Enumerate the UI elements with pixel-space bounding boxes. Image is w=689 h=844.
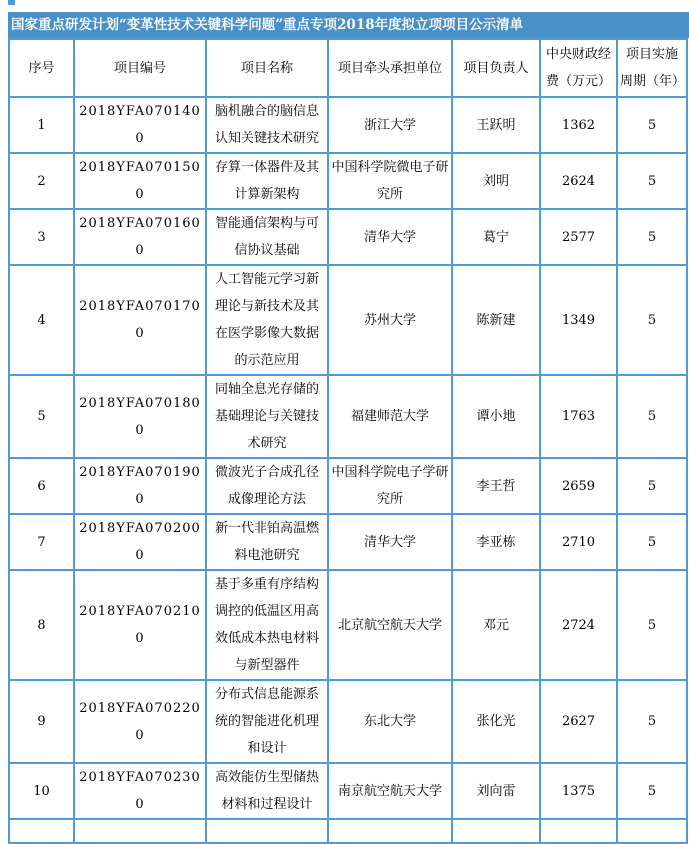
cell-central-funding: 1763	[540, 375, 617, 458]
partial-table-row	[9, 819, 687, 843]
cell-central-funding: 2624	[540, 153, 617, 209]
table-body	[9, 97, 687, 843]
cell-project-name: 微波光子合成孔径成像理论方法	[206, 458, 328, 514]
cell-lead-organization: 中国科学院微电子研究所	[328, 153, 452, 209]
table-row	[9, 265, 687, 375]
table-row	[9, 375, 687, 458]
cell-project-leader: 王跃明	[452, 97, 540, 153]
cell-project-leader: 谭小地	[452, 375, 540, 458]
cell-lead-organization: 清华大学	[328, 209, 452, 265]
header-row	[9, 39, 687, 97]
cell-lead-organization	[328, 819, 452, 843]
cell-central-funding: 2724	[540, 570, 617, 680]
cell-central-funding: 1375	[540, 763, 617, 819]
cell-project-duration: 5	[617, 209, 687, 265]
cell-central-funding: 1349	[540, 265, 617, 375]
cell-project-code: 2018YFA0701700	[74, 265, 206, 375]
cell-project-code	[74, 819, 206, 843]
cell-project-code: 2018YFA0701800	[74, 375, 206, 458]
cell-central-funding: 2710	[540, 514, 617, 570]
cell-lead-organization: 北京航空航天大学	[328, 570, 452, 680]
table-row	[9, 458, 687, 514]
column-header-project-leader: 项目负责人	[452, 39, 540, 97]
cell-project-code: 2018YFA0701500	[74, 153, 206, 209]
cell-project-leader	[452, 819, 540, 843]
cell-project-leader: 葛宁	[452, 209, 540, 265]
cell-project-duration: 5	[617, 763, 687, 819]
table-row	[9, 209, 687, 265]
cell-project-duration: 5	[617, 153, 687, 209]
cell-project-name: 新一代非铂高温燃料电池研究	[206, 514, 328, 570]
cell-central-funding	[540, 819, 617, 843]
cell-project-duration: 5	[617, 375, 687, 458]
cell-project-name: 人工智能元学习新理论与新技术及其在医学影像大数据的示范应用	[206, 265, 328, 375]
cell-project-code: 2018YFA0701400	[74, 97, 206, 153]
column-header-central-funding: 中央财政经费（万元）	[540, 39, 617, 97]
cell-project-duration: 5	[617, 570, 687, 680]
cell-project-duration: 5	[617, 680, 687, 763]
cell-project-code: 2018YFA0702200	[74, 680, 206, 763]
cell-serial-number: 5	[9, 375, 74, 458]
cell-project-name: 分布式信息能源系统的智能进化机理和设计	[206, 680, 328, 763]
cropped-table-remnant	[8, 0, 15, 5]
column-header-serial-number: 序号	[9, 39, 74, 97]
cell-serial-number: 1	[9, 97, 74, 153]
cell-project-duration: 5	[617, 265, 687, 375]
cell-project-leader: 陈新建	[452, 265, 540, 375]
page-title: 国家重点研发计划“变革性技术关键科学问题”重点专项2018年度拟立项项目公示清单	[8, 12, 689, 38]
cell-serial-number: 2	[9, 153, 74, 209]
cell-central-funding: 2577	[540, 209, 617, 265]
cell-lead-organization: 清华大学	[328, 514, 452, 570]
cell-project-leader: 张化光	[452, 680, 540, 763]
table-row	[9, 97, 687, 153]
column-header-project-duration: 项目实施周期（年）	[617, 39, 687, 97]
cell-project-name	[206, 819, 328, 843]
table-row	[9, 763, 687, 819]
table-row	[9, 680, 687, 763]
cell-project-duration: 5	[617, 458, 687, 514]
cell-project-code: 2018YFA0702100	[74, 570, 206, 680]
cell-lead-organization: 浙江大学	[328, 97, 452, 153]
cell-central-funding: 2659	[540, 458, 617, 514]
cell-serial-number	[9, 819, 74, 843]
cell-central-funding: 1362	[540, 97, 617, 153]
cell-project-name: 脑机融合的脑信息认知关键技术研究	[206, 97, 328, 153]
table-row	[9, 153, 687, 209]
cell-serial-number: 6	[9, 458, 74, 514]
cell-serial-number: 10	[9, 763, 74, 819]
cell-project-leader: 刘向雷	[452, 763, 540, 819]
cell-lead-organization: 福建师范大学	[328, 375, 452, 458]
cell-lead-organization: 苏州大学	[328, 265, 452, 375]
table-row	[9, 514, 687, 570]
column-header-lead-organization: 项目牵头承担单位	[328, 39, 452, 97]
table-row	[9, 570, 687, 680]
cell-lead-organization: 南京航空航天大学	[328, 763, 452, 819]
column-header-project-name: 项目名称	[206, 39, 328, 97]
cell-project-leader: 刘明	[452, 153, 540, 209]
cell-project-duration	[617, 819, 687, 843]
cell-project-leader: 李王哲	[452, 458, 540, 514]
cell-lead-organization: 中国科学院电子学研究所	[328, 458, 452, 514]
cell-serial-number: 8	[9, 570, 74, 680]
cell-project-code: 2018YFA0701600	[74, 209, 206, 265]
cell-project-code: 2018YFA0701900	[74, 458, 206, 514]
cell-project-duration: 5	[617, 514, 687, 570]
cell-serial-number: 4	[9, 265, 74, 375]
cell-project-leader: 李亚栋	[452, 514, 540, 570]
column-header-project-code: 项目编号	[74, 39, 206, 97]
cell-project-leader: 邓元	[452, 570, 540, 680]
cell-serial-number: 3	[9, 209, 74, 265]
cell-project-code: 2018YFA0702300	[74, 763, 206, 819]
cell-project-name: 同轴全息光存储的基础理论与关键技术研究	[206, 375, 328, 458]
projects-table	[8, 38, 688, 844]
cell-project-name: 基于多重有序结构调控的低温区用高效低成本热电材料与新型器件	[206, 570, 328, 680]
cell-central-funding: 2627	[540, 680, 617, 763]
cell-project-code: 2018YFA0702000	[74, 514, 206, 570]
cell-project-name: 存算一体器件及其计算新架构	[206, 153, 328, 209]
cell-serial-number: 7	[9, 514, 74, 570]
cell-project-name: 智能通信架构与可信协议基础	[206, 209, 328, 265]
cell-project-name: 高效能仿生型储热材料和过程设计	[206, 763, 328, 819]
cell-lead-organization: 东北大学	[328, 680, 452, 763]
cell-project-duration: 5	[617, 97, 687, 153]
cell-serial-number: 9	[9, 680, 74, 763]
